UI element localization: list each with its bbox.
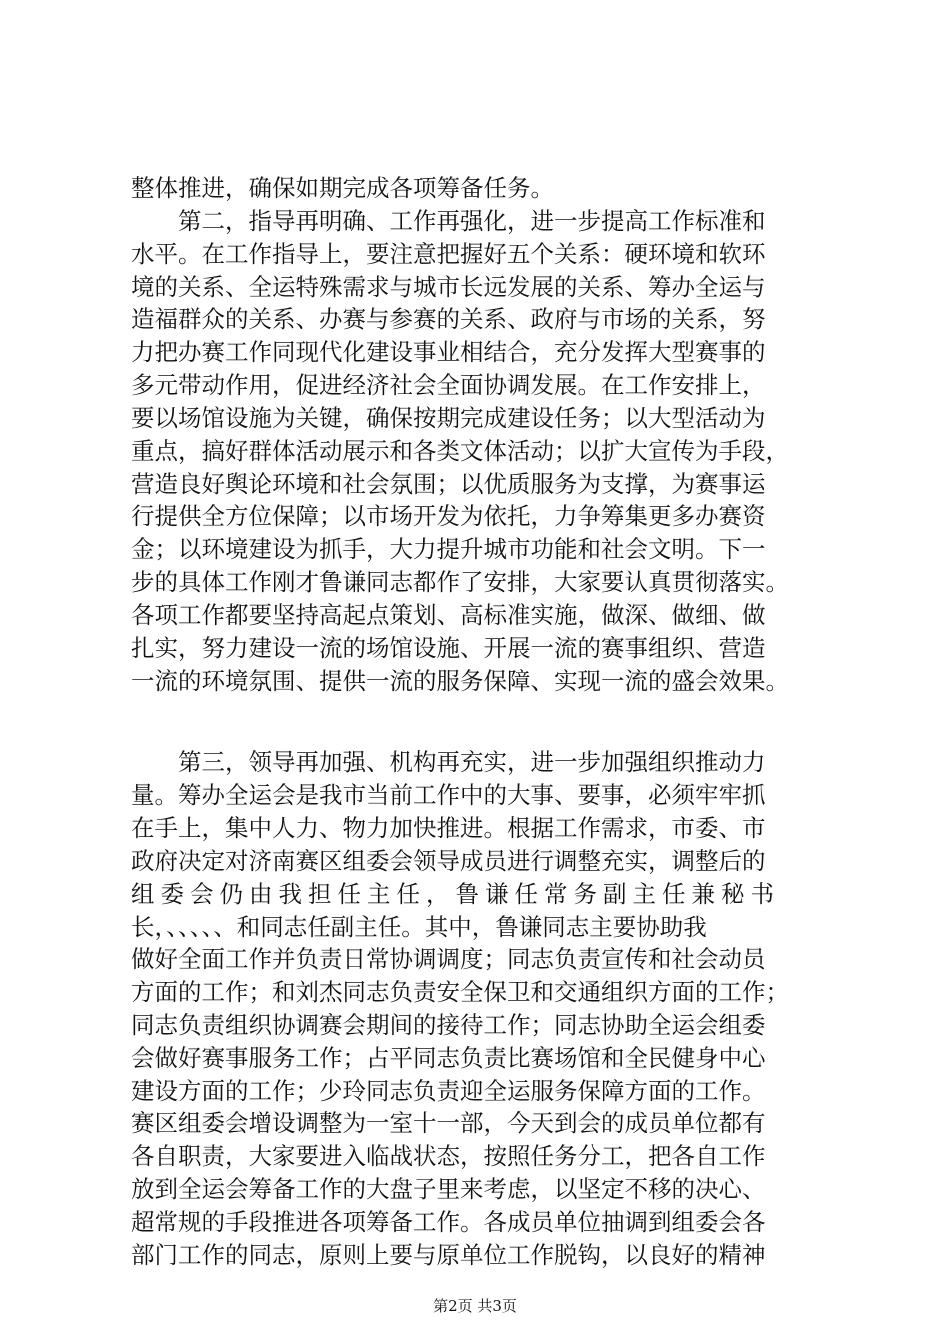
text-line: 第二，指导再明确、工作再强化，进一步提高工作标准和 (131, 207, 766, 235)
text-line: 第三，领导再加强、机构再充实，进一步加强组织推动力 (131, 748, 766, 776)
text-line: 放到全运会筹备工作的大盘子里来考虑，以坚定不移的决心、 (131, 1175, 766, 1203)
text-line: 要以场馆设施为关键，确保按期完成建设任务；以大型活动为 (131, 404, 766, 432)
text-line: 在手上，集中人力、物力加快推进。根据工作需求，市委、市 (131, 814, 766, 842)
text-line: 重点，搞好群体活动展示和各类文体活动；以扩大宣传为手段， (131, 437, 789, 465)
text-line: 力把办赛工作同现代化建设事业相结合，充分发挥大型赛事的 (131, 338, 766, 366)
text-line: 整体推进，确保如期完成各项筹备任务。 (131, 174, 554, 202)
text-line: 一流的环境氛围、提供一流的服务保障、实现一流的盛会效果。 (131, 667, 789, 695)
text-line: 造福群众的关系、办赛与参赛的关系、政府与市场的关系，努 (131, 305, 766, 333)
text-line: 境的关系、全运特殊需求与城市长远发展的关系、筹办全运与 (131, 273, 766, 301)
text-line: 同志负责组织协调赛会期间的接待工作；同志协助全运会组委 (131, 1011, 766, 1039)
text-line: 超常规的手段推进各项筹备工作。各成员单位抽调到组委会各 (131, 1208, 766, 1236)
text-line: 行提供全方位保障；以市场开发为依托，力争筹集更多办赛资 (131, 502, 766, 530)
text-line: 扎实，努力建设一流的场馆设施、开展一流的赛事组织、营造 (131, 634, 766, 662)
page-number-footer: 第2页 共3页 (433, 1297, 517, 1315)
text-line: 政府决定对济南赛区组委会领导成员进行调整充实，调整后的 (131, 847, 766, 875)
text-line: 长，、、、、、和同志任副主任。其中，鲁谦同志主要协助我 (131, 913, 707, 941)
text-line: 多元带动作用，促进经济社会全面协调发展。在工作安排上， (131, 371, 766, 399)
text-line: 赛区组委会增设调整为一室十一部，今天到会的成员单位都有 (131, 1109, 766, 1137)
text-line: 步的具体工作刚才鲁谦同志都作了安排，大家要认真贯彻落实。 (131, 568, 789, 596)
text-line: 部门工作的同志，原则上要与原单位工作脱钩，以良好的精神 (131, 1241, 766, 1269)
text-line: 量。筹办全运会是我市当前工作中的大事、要事，必须牢牢抓 (131, 781, 766, 809)
text-line: 会做好赛事服务工作；占平同志负责比赛场馆和全民健身中心 (131, 1044, 766, 1072)
text-line: 营造良好舆论环境和社会氛围；以优质服务为支撑，为赛事运 (131, 470, 766, 498)
text-line: 金；以环境建设为抓手，大力提升城市功能和社会文明。下一 (131, 535, 766, 563)
text-line: 做好全面工作并负责日常协调调度；同志负责宣传和社会动员 (131, 945, 766, 973)
text-line: 各项工作都要坚持高起点策划、高标准实施，做深、做细、做 (131, 601, 766, 629)
text-line: 水平。在工作指导上，要注意把握好五个关系：硬环境和软环 (131, 240, 766, 268)
text-line: 建设方面的工作；少玲同志负责迎全运服务保障方面的工作。 (131, 1077, 766, 1105)
text-line: 组委会仍由我担任主任，鲁谦任常务副主任兼秘书 (131, 880, 780, 908)
text-line: 各自职责，大家要进入临战状态，按照任务分工，把各自工作 (131, 1142, 766, 1170)
text-line: 方面的工作；和刘杰同志负责安全保卫和交通组织方面的工作； (131, 978, 789, 1006)
